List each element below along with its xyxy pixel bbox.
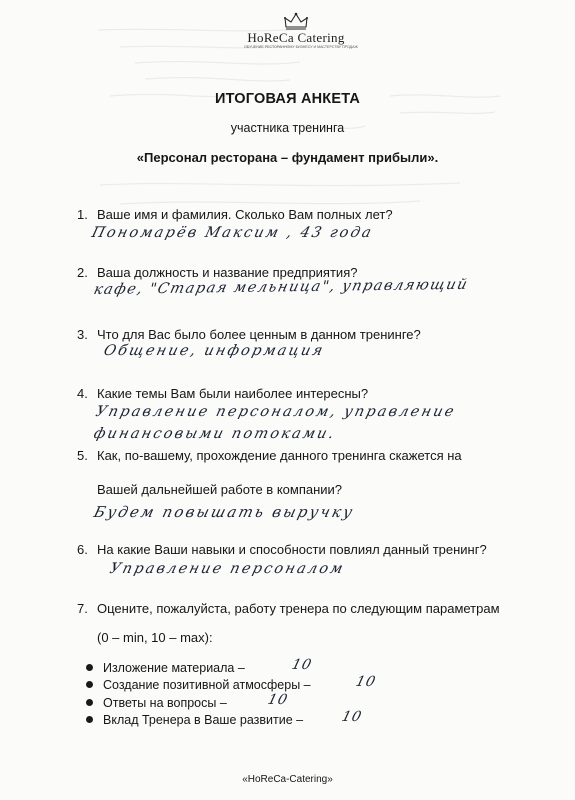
question-6 [77,542,487,557]
question-3 [77,327,421,342]
bullet-icon [86,681,93,688]
training-program-name: «Персонал ресторана – фундамент прибыли». [136,150,439,165]
bullet-icon [86,699,93,706]
logo-tagline: ОБУЧЕНИЕ РЕСТОРАННОМУ БИЗНЕСУ И МАСТЕРСТВУ ПРОДАЖ [244,45,358,49]
rating-list [86,657,378,730]
question-number: 5. [77,448,88,463]
question-number: 4. [77,386,88,401]
page-footer: «HoReCa-Catering» [242,774,333,785]
question-text: Как, по-вашему, прохождение данного тренинга скажется на [97,448,462,463]
rating-label: Вклад Тренера в Ваше развитие – [103,712,304,727]
answer-5: Будем повышать выручку [92,503,357,521]
question-number: 1. [77,207,88,222]
crown-icon [283,12,309,30]
bullet-icon [86,716,93,723]
answer-4-line-2: финансовыми потоками. [92,426,338,442]
answer-1: Пономарёв Максим , 43 года [90,225,375,241]
question-text: Ваше имя и фамилия. Сколько Вам полных лет? [97,207,393,222]
question-text: Ваша должность и название предприятия? [97,265,358,280]
question-number: 2. [77,265,88,280]
rating-score: 10 [290,657,314,673]
question-1 [77,207,393,222]
answer-3: Общение, информация [102,343,327,359]
answer-6: Управление персоналом [108,561,347,577]
question-number: 3. [77,327,88,342]
question-4 [77,386,368,401]
question-2 [77,265,357,280]
question-number: 7. [77,601,88,616]
company-logo [244,12,358,50]
document-title: ИТОГОВАЯ АНКЕТА [214,91,361,107]
rating-item [86,657,314,678]
rating-label: Создание позитивной атмосферы – [103,678,311,693]
question-text: Оцените, пожалуйста, работу тренера по следующим параметрам [97,601,500,616]
question-text: Какие темы Вам были наиболее интересны? [97,386,369,401]
question-5 [77,448,462,463]
logo-name: HoReCa Catering [247,30,345,45]
answer-2: кафе, "Старая мельница", управляющий [92,276,470,298]
document-subtitle: участника тренинга [230,121,345,135]
question-7-scale: (0 – min, 10 – max): [97,630,213,645]
rating-item [86,708,364,730]
question-5-line-2: Вашей дальнейшей работе в компании? [97,482,343,497]
question-7 [77,601,500,616]
rating-score: 10 [266,691,290,708]
rating-score: 10 [354,674,378,691]
answer-4-line-1: Управление персоналом, управление [94,404,458,420]
bullet-icon [86,664,93,671]
question-number: 6. [77,542,88,557]
rating-label: Ответы на вопросы – [103,695,227,710]
rating-label: Изложение материала – [103,661,245,675]
question-text: На какие Ваши навыки и способности повлиял данный тренинг? [97,542,487,557]
question-text: Что для Вас было более ценным в данном тренинге? [97,327,421,342]
rating-score: 10 [340,708,364,725]
rating-item [86,691,311,713]
